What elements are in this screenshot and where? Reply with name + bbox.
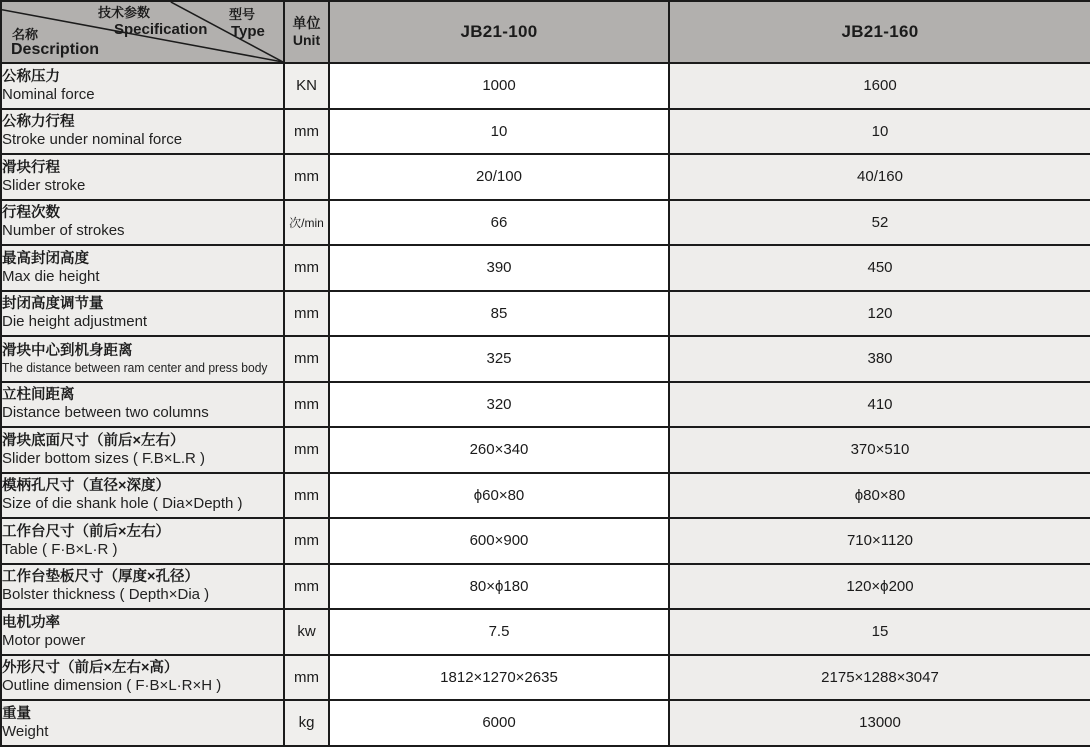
value-jb21-100: 85: [329, 291, 669, 337]
unit-cell: kg: [284, 700, 329, 746]
parameter-name-cell: [1, 63, 284, 109]
parameter-label-zh: 滑块中心到机身距离: [2, 342, 133, 359]
unit-cell: mm: [284, 564, 329, 610]
value-jb21-100: 260×340: [329, 427, 669, 473]
parameter-label-zh: 外形尺寸（前后×左右×高）: [2, 660, 179, 677]
value-jb21-100: 80×ϕ180: [329, 564, 669, 610]
unit-cell: mm: [284, 336, 329, 382]
unit-cell: mm: [284, 473, 329, 519]
parameter-label-zh: 行程次数: [2, 205, 60, 222]
value-jb21-160: 120×ϕ200: [669, 564, 1090, 610]
parameter-label-en: Stroke under nominal force: [2, 131, 183, 149]
table-row: [1, 109, 1090, 155]
parameter-label-zh: 封闭高度调节量: [2, 296, 104, 313]
parameter-label-zh: 滑块行程: [2, 159, 60, 176]
value-jb21-100: 10: [329, 109, 669, 155]
parameter-label-en: Number of strokes: [2, 222, 125, 240]
name-label-zh: 名称: [12, 27, 39, 42]
value-jb21-160: 120: [669, 291, 1090, 337]
value-jb21-160: 2175×1288×3047: [669, 655, 1090, 701]
value-jb21-160: 710×1120: [669, 518, 1090, 564]
parameter-name-cell: [1, 518, 284, 564]
parameter-name-cell: [1, 109, 284, 155]
table-row: [1, 518, 1090, 564]
parameter-label-en: Nominal force: [2, 85, 95, 103]
type-label-en: Type: [231, 23, 265, 40]
value-jb21-100: ϕ60×80: [329, 473, 669, 519]
value-jb21-100: 320: [329, 382, 669, 428]
unit-cell: kw: [284, 609, 329, 655]
table-row: [1, 655, 1090, 701]
parameter-label-zh: 电机功率: [2, 614, 60, 631]
unit-header-en: Unit: [292, 32, 321, 48]
parameter-name-cell: [1, 700, 284, 746]
unit-cell: 次/min: [284, 200, 329, 246]
parameter-name-cell: [1, 291, 284, 337]
parameter-label-zh: 公称力行程: [2, 114, 75, 131]
table-row: [1, 427, 1090, 473]
parameter-label-zh: 重量: [2, 705, 31, 722]
spec-label-zh: 技术参数: [98, 5, 151, 20]
parameter-name-cell: [1, 564, 284, 610]
parameter-name-cell: [1, 200, 284, 246]
parameter-label-zh: 最高封闭高度: [2, 250, 89, 267]
value-jb21-160: 1600: [669, 63, 1090, 109]
parameter-label-zh: 滑块底面尺寸（前后×左右）: [2, 432, 185, 449]
unit-cell: mm: [284, 109, 329, 155]
parameter-name-cell: [1, 427, 284, 473]
corner-header-cell: [1, 1, 284, 63]
table-row: [1, 200, 1090, 246]
value-jb21-100: 7.5: [329, 609, 669, 655]
table-row: [1, 382, 1090, 428]
table-row: [1, 291, 1090, 337]
parameter-label-en: Table ( F·B×L·R ): [2, 540, 118, 558]
unit-cell: mm: [284, 427, 329, 473]
table-row: [1, 473, 1090, 519]
spec-label-en: Specification: [114, 21, 208, 38]
unit-cell: mm: [284, 655, 329, 701]
parameter-label-en: Size of die shank hole ( Dia×Depth ): [2, 495, 243, 513]
value-jb21-160: 13000: [669, 700, 1090, 746]
model-header-jb21-160: JB21-160: [669, 1, 1090, 63]
value-jb21-100: 20/100: [329, 154, 669, 200]
value-jb21-160: 380: [669, 336, 1090, 382]
value-jb21-160: 370×510: [669, 427, 1090, 473]
parameter-label-en: Weight: [2, 722, 49, 740]
value-jb21-160: 52: [669, 200, 1090, 246]
parameter-name-cell: [1, 245, 284, 291]
parameter-name-cell: [1, 609, 284, 655]
table-row: [1, 245, 1090, 291]
value-jb21-100: 1000: [329, 63, 669, 109]
value-jb21-100: 390: [329, 245, 669, 291]
parameter-label-en: Max die height: [2, 267, 100, 285]
type-label-zh: 型号: [229, 7, 256, 22]
parameter-label-zh: 公称压力: [2, 68, 60, 85]
value-jb21-160: 410: [669, 382, 1090, 428]
table-row: [1, 700, 1090, 746]
model-header-jb21-100: JB21-100: [329, 1, 669, 63]
value-jb21-160: ϕ80×80: [669, 473, 1090, 519]
parameter-label-zh: 模柄孔尺寸（直径×深度）: [2, 478, 170, 495]
unit-cell: mm: [284, 291, 329, 337]
unit-cell: mm: [284, 154, 329, 200]
parameter-label-zh: 工作台垫板尺寸（厚度×孔径）: [2, 569, 199, 586]
parameter-label-en: The distance between ram center and press body: [2, 360, 268, 376]
name-label-en: Description: [11, 41, 100, 58]
unit-cell: mm: [284, 382, 329, 428]
table-row: [1, 564, 1090, 610]
parameter-label-en: Outline dimension ( F·B×L·R×H ): [2, 677, 222, 695]
parameter-name-cell: [1, 382, 284, 428]
parameter-label-en: Slider stroke: [2, 176, 86, 194]
value-jb21-100: 1812×1270×2635: [329, 655, 669, 701]
unit-cell: KN: [284, 63, 329, 109]
parameter-name-cell: [1, 336, 284, 382]
parameter-label-en: Motor power: [2, 631, 86, 649]
parameter-label-en: Distance between two columns: [2, 404, 209, 422]
parameter-name-cell: [1, 473, 284, 519]
unit-column-header: [284, 1, 329, 63]
value-jb21-160: 450: [669, 245, 1090, 291]
parameter-label-en: Die height adjustment: [2, 313, 148, 331]
parameter-label-en: Bolster thickness ( Depth×Dia ): [2, 586, 210, 604]
unit-cell: mm: [284, 518, 329, 564]
table-row: [1, 63, 1090, 109]
table-row: [1, 336, 1090, 382]
value-jb21-100: 325: [329, 336, 669, 382]
unit-cell: mm: [284, 245, 329, 291]
value-jb21-160: 40/160: [669, 154, 1090, 200]
unit-header-zh: 单位: [292, 14, 321, 31]
parameter-label-zh: 立柱间距离: [2, 387, 75, 404]
parameter-name-cell: [1, 655, 284, 701]
value-jb21-160: 15: [669, 609, 1090, 655]
value-jb21-100: 600×900: [329, 518, 669, 564]
value-jb21-100: 6000: [329, 700, 669, 746]
parameter-label-en: Slider bottom sizes ( F.B×L.R ): [2, 449, 205, 467]
parameter-label-zh: 工作台尺寸（前后×左右）: [2, 523, 170, 540]
value-jb21-160: 10: [669, 109, 1090, 155]
parameter-name-cell: [1, 154, 284, 200]
table-row: [1, 154, 1090, 200]
header-row: [1, 1, 1090, 63]
table-row: [1, 609, 1090, 655]
value-jb21-100: 66: [329, 200, 669, 246]
